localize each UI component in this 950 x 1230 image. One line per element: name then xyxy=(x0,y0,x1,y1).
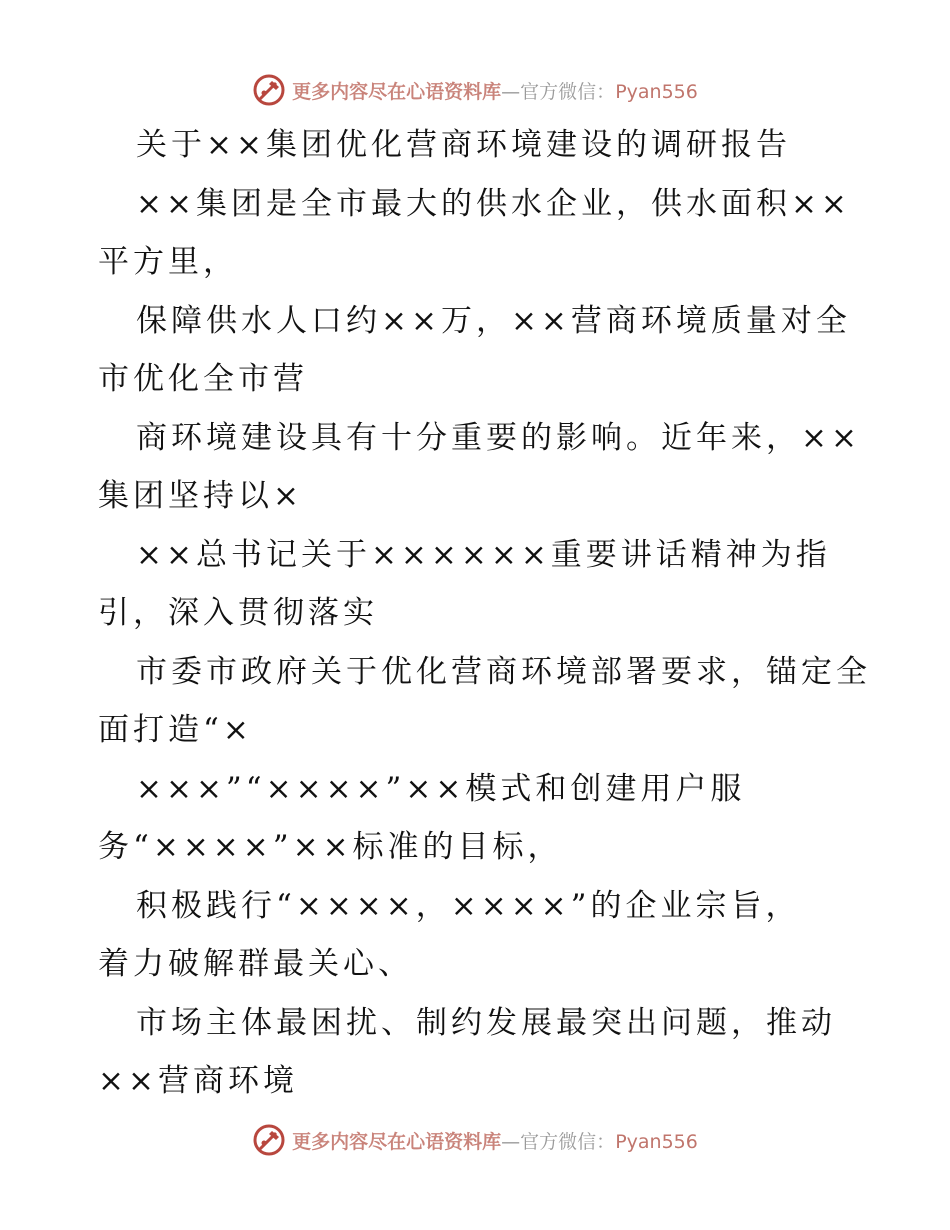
paragraph-line: 集团坚持以× xyxy=(98,478,303,514)
paragraph-line: 平方里， xyxy=(98,244,238,280)
paragraph-line: 市委市政府关于优化营商环境部署要求，锚定全 xyxy=(136,653,871,690)
paragraph-line: ××集团是全市最大的供水企业，供水面积×× xyxy=(136,185,851,222)
logo-icon xyxy=(252,73,286,107)
paragraph-line: 市场主体最困扰、制约发展最突出问题，推动 xyxy=(136,1004,836,1041)
watermark-wechat-id: Pyan556 xyxy=(615,80,698,103)
document-body xyxy=(98,116,871,1111)
paragraph-line: 积极践行“××××，××××”的企业宗旨， xyxy=(136,887,801,924)
logo-icon xyxy=(252,1123,286,1157)
watermark-label: —官方微信： xyxy=(501,80,616,103)
watermark-site: 更多内容尽在心语资料库 xyxy=(292,80,502,103)
paragraph-line: 引，深入贯彻落实 xyxy=(98,595,378,631)
paragraph-line: ××营商环境 xyxy=(98,1063,298,1099)
paragraph-line: 着力破解群最关心、 xyxy=(98,946,413,982)
watermark-banner-top xyxy=(0,70,950,110)
watermark-wechat-id: Pyan556 xyxy=(615,1130,698,1153)
watermark-banner-bottom xyxy=(0,1120,950,1160)
paragraph-line: ×××”“××××”××模式和创建用户服 xyxy=(136,770,746,807)
paragraph-line: 市优化全市营 xyxy=(98,361,308,397)
paragraph-line: ××总书记关于××××××重要讲话精神为指 xyxy=(136,536,831,573)
paragraph-line: 保障供水人口约××万，××营商环境质量对全 xyxy=(136,302,851,339)
paragraph-line: 商环境建设具有十分重要的影响。近年来，×× xyxy=(136,419,861,456)
paragraph-line: 务“××××”××标准的目标， xyxy=(98,829,563,865)
document-title: 关于××集团优化营商环境建设的调研报告 xyxy=(136,127,791,163)
watermark-label: —官方微信： xyxy=(501,1130,616,1153)
watermark-text xyxy=(292,77,698,104)
paragraph-line: 面打造“× xyxy=(98,712,253,748)
watermark-site: 更多内容尽在心语资料库 xyxy=(292,1130,502,1153)
watermark-text xyxy=(292,1127,698,1154)
